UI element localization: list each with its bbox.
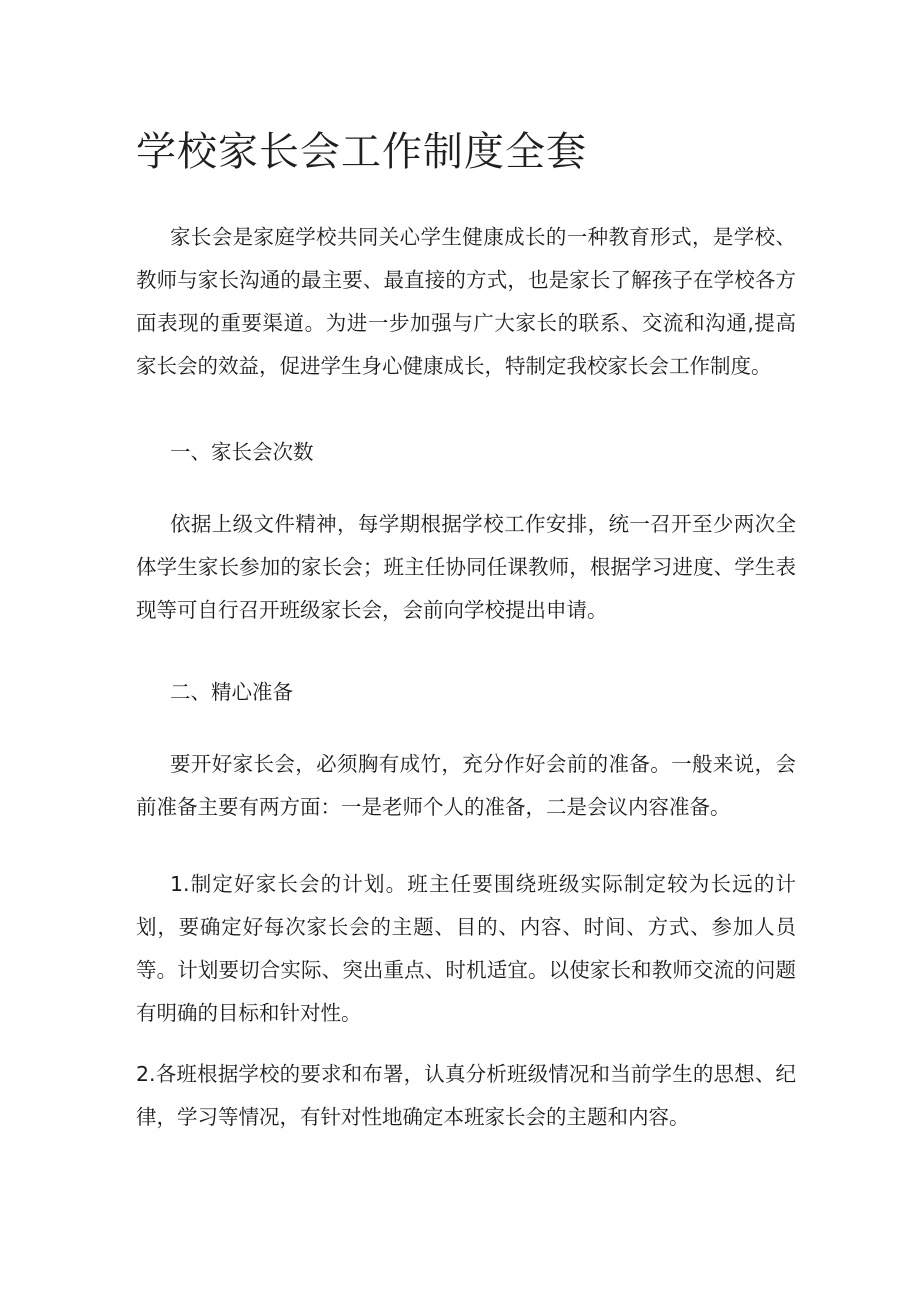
section-heading-2: 二、精心准备 (170, 680, 293, 704)
section-2-paragraph: 要开好家长会，必须胸有成竹，充分作好会前的准备。一般来说，会前准备主要有两方面：一是老师个人的准备，二是会议内容准备。 (136, 752, 796, 819)
list-item-1: 1.制定好家长会的计划。班主任要围绕班级实际制定较为长远的计划，要确定好每次家长会的主题、目的、内容、时间、方式、参加人员等。计划要切合实际、突出重点、时机适宜。以使家长和教师交流的问题有明确的目标和针对性。 (136, 872, 796, 1025)
section-heading-1: 一、家长会次数 (170, 440, 314, 464)
section-1-paragraph: 依据上级文件精神，每学期根据学校工作安排，统一召开至少两次全体学生家长参加的家长会；班主任协同任课教师，根据学习进度、学生表现等可自行召开班级家长会，会前向学校提出申请。 (136, 512, 796, 622)
list-item-2: 2.各班根据学校的要求和布署，认真分析班级情况和当前学生的思想、纪律，学习等情况，有针对性地确定本班家长会的主题和内容。 (136, 1062, 796, 1129)
document-title: 学校家长会工作制度全套 (136, 129, 587, 175)
intro-paragraph: 家长会是家庭学校共同关心学生健康成长的一种教育形式，是学校、教师与家长沟通的最主要、最直接的方式，也是家长了解孩子在学校各方面表现的重要渠道。为进一步加强与广大家长的联系、交流和沟通,提高家长会的效益，促进学生身心健康成长，特制定我校家长会工作制度。 (136, 225, 796, 378)
